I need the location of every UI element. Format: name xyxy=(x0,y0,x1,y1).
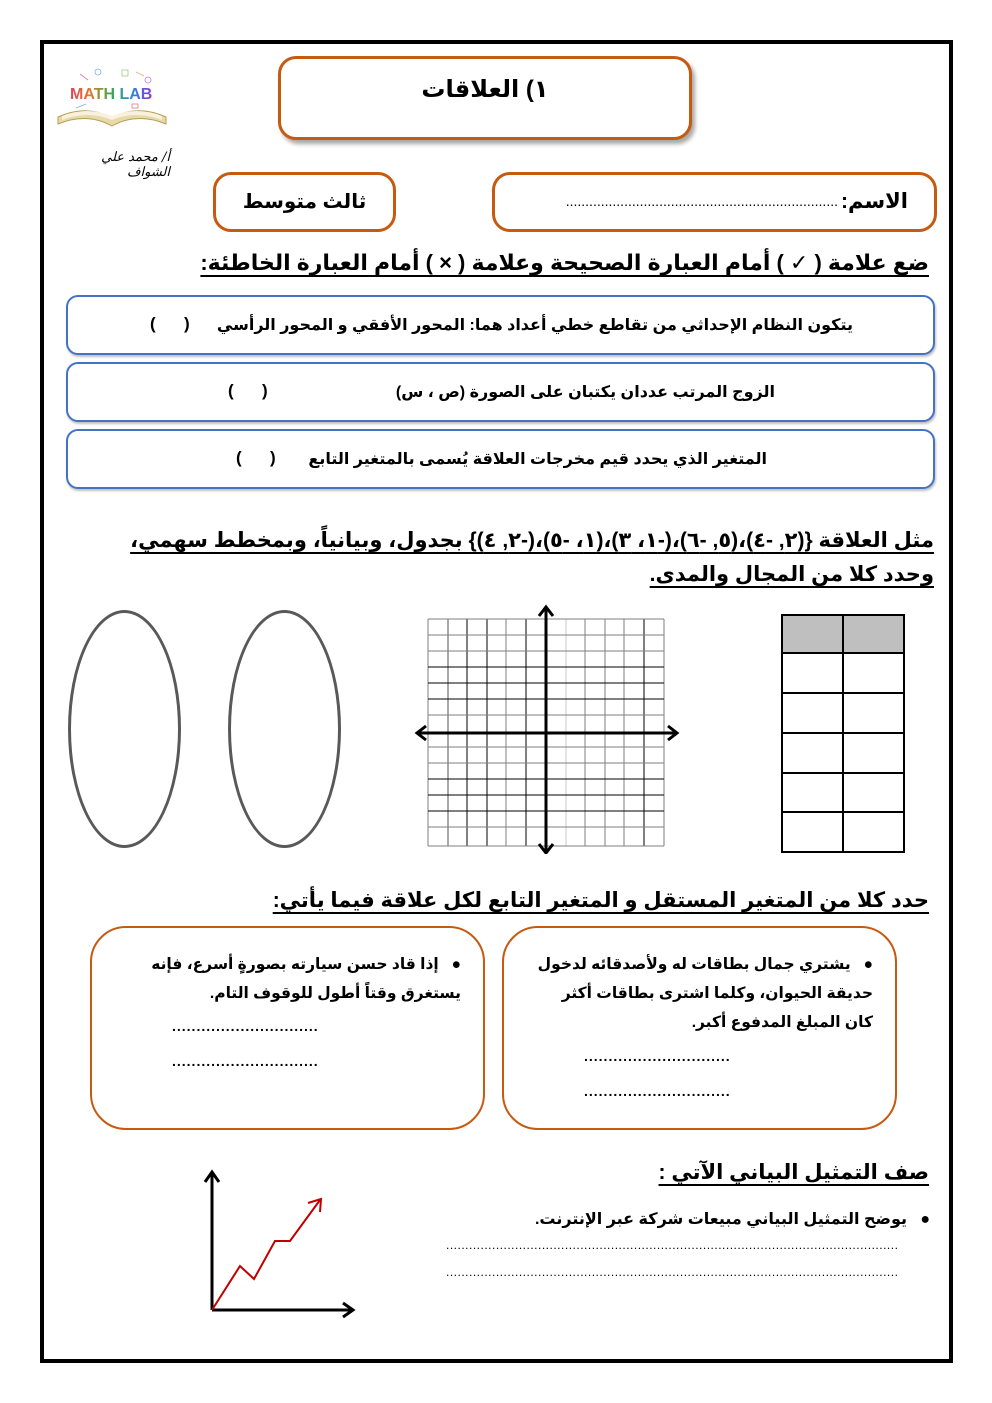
domain-oval xyxy=(68,610,181,848)
answer-line-1[interactable]: .............................. xyxy=(172,1018,319,1034)
true-false-statement-2 xyxy=(66,362,935,422)
graph-axes xyxy=(205,1172,353,1317)
sales-trend-graph xyxy=(200,1165,360,1320)
teacher-name: أ/ محمد علي الشواف xyxy=(101,150,170,180)
title-box xyxy=(278,56,692,140)
grade-box xyxy=(213,172,396,232)
q1-heading: ضع علامة ( ✓ ) أمام العبارة الصحيحة وعلامة ( × ) أمام العبارة الخاطئة: xyxy=(200,250,929,275)
answer-line-2[interactable]: .............................. xyxy=(584,1083,731,1099)
case-text: ● يشتري جمال بطاقات له ولأصدقائه لدخول حديقة الحيوان، وكلما اشترى بطاقات أكثر كان المبلغ المدفوع أكبر. xyxy=(537,956,873,1031)
coordinate-grid[interactable] xyxy=(412,604,682,854)
true-false-statement-1 xyxy=(66,295,935,355)
case-box-car-speed xyxy=(90,926,485,1130)
q2-heading-line2: وحدد كلا من المجال والمدى. xyxy=(649,563,934,586)
q4-heading: صف التمثيل البياني الآتي : xyxy=(658,1161,929,1184)
statement-text: الزوج المرتب عددان يكتبان على الصورة (ص ، س) xyxy=(395,384,775,401)
axes xyxy=(417,607,677,853)
name-input-line[interactable]: ...................................................................... xyxy=(565,193,838,209)
worksheet-title: ١) العلاقات xyxy=(421,76,549,103)
name-label: الاسم: xyxy=(841,190,908,213)
q3-heading: حدد كلا من المتغير المستقل و المتغير التابع لكل علاقة فيما يأتي: xyxy=(272,889,929,912)
case-text: ● إذا قاد حسن سيارته بصورةٍ أسرع، فإنه يستغرق وقتاً أطول للوقوف التام. xyxy=(151,956,461,1002)
bullet-icon: ● xyxy=(850,956,873,973)
answer-line-1[interactable]: .............................. xyxy=(584,1048,731,1064)
true-false-statement-3 xyxy=(66,429,935,489)
math-lab-logo: MATH LAB xyxy=(52,62,172,132)
trend-line-arrow-icon xyxy=(212,1199,321,1310)
q4-bullet: ● يوضح التمثيل البياني مبيعات شركة عبر الإنترنت. xyxy=(534,1211,930,1228)
q4-answer-line-1[interactable]: ...................................................................................................................... xyxy=(446,1238,899,1252)
q2-heading-line1: مثل العلاقة {(٢, -٤)،(٥, -٦)،(-١، ٣)،(١، -٥)،(-٢, ٤)} بجدول، وبيانياً، وبمخطط سهمي، xyxy=(130,529,934,552)
case-box-zoo-tickets xyxy=(502,926,897,1130)
statement-text: المتغير الذي يحدد قيم مخرجات العلاقة يُسمى بالمتغير التابع xyxy=(308,451,767,468)
q2-heading xyxy=(74,524,934,592)
answer-blank[interactable]: ( ) xyxy=(150,314,190,333)
q4-answer-line-2[interactable]: ...................................................................................................................... xyxy=(446,1265,899,1279)
range-oval xyxy=(228,610,341,848)
bullet-icon: ● xyxy=(438,956,461,973)
bullet-icon: ● xyxy=(907,1211,930,1228)
answer-line-2[interactable]: .............................. xyxy=(172,1053,319,1069)
relation-table xyxy=(781,614,905,853)
grade-label: ثالث متوسط xyxy=(242,191,367,213)
answer-blank[interactable]: ( ) xyxy=(228,381,268,400)
student-name-box[interactable] xyxy=(492,172,937,232)
answer-blank[interactable]: ( ) xyxy=(236,448,276,467)
statement-text: يتكون النظام الإحداثي من تقاطع خطي أعداد هما: المحور الأفقي و المحور الرأسي xyxy=(216,317,853,334)
